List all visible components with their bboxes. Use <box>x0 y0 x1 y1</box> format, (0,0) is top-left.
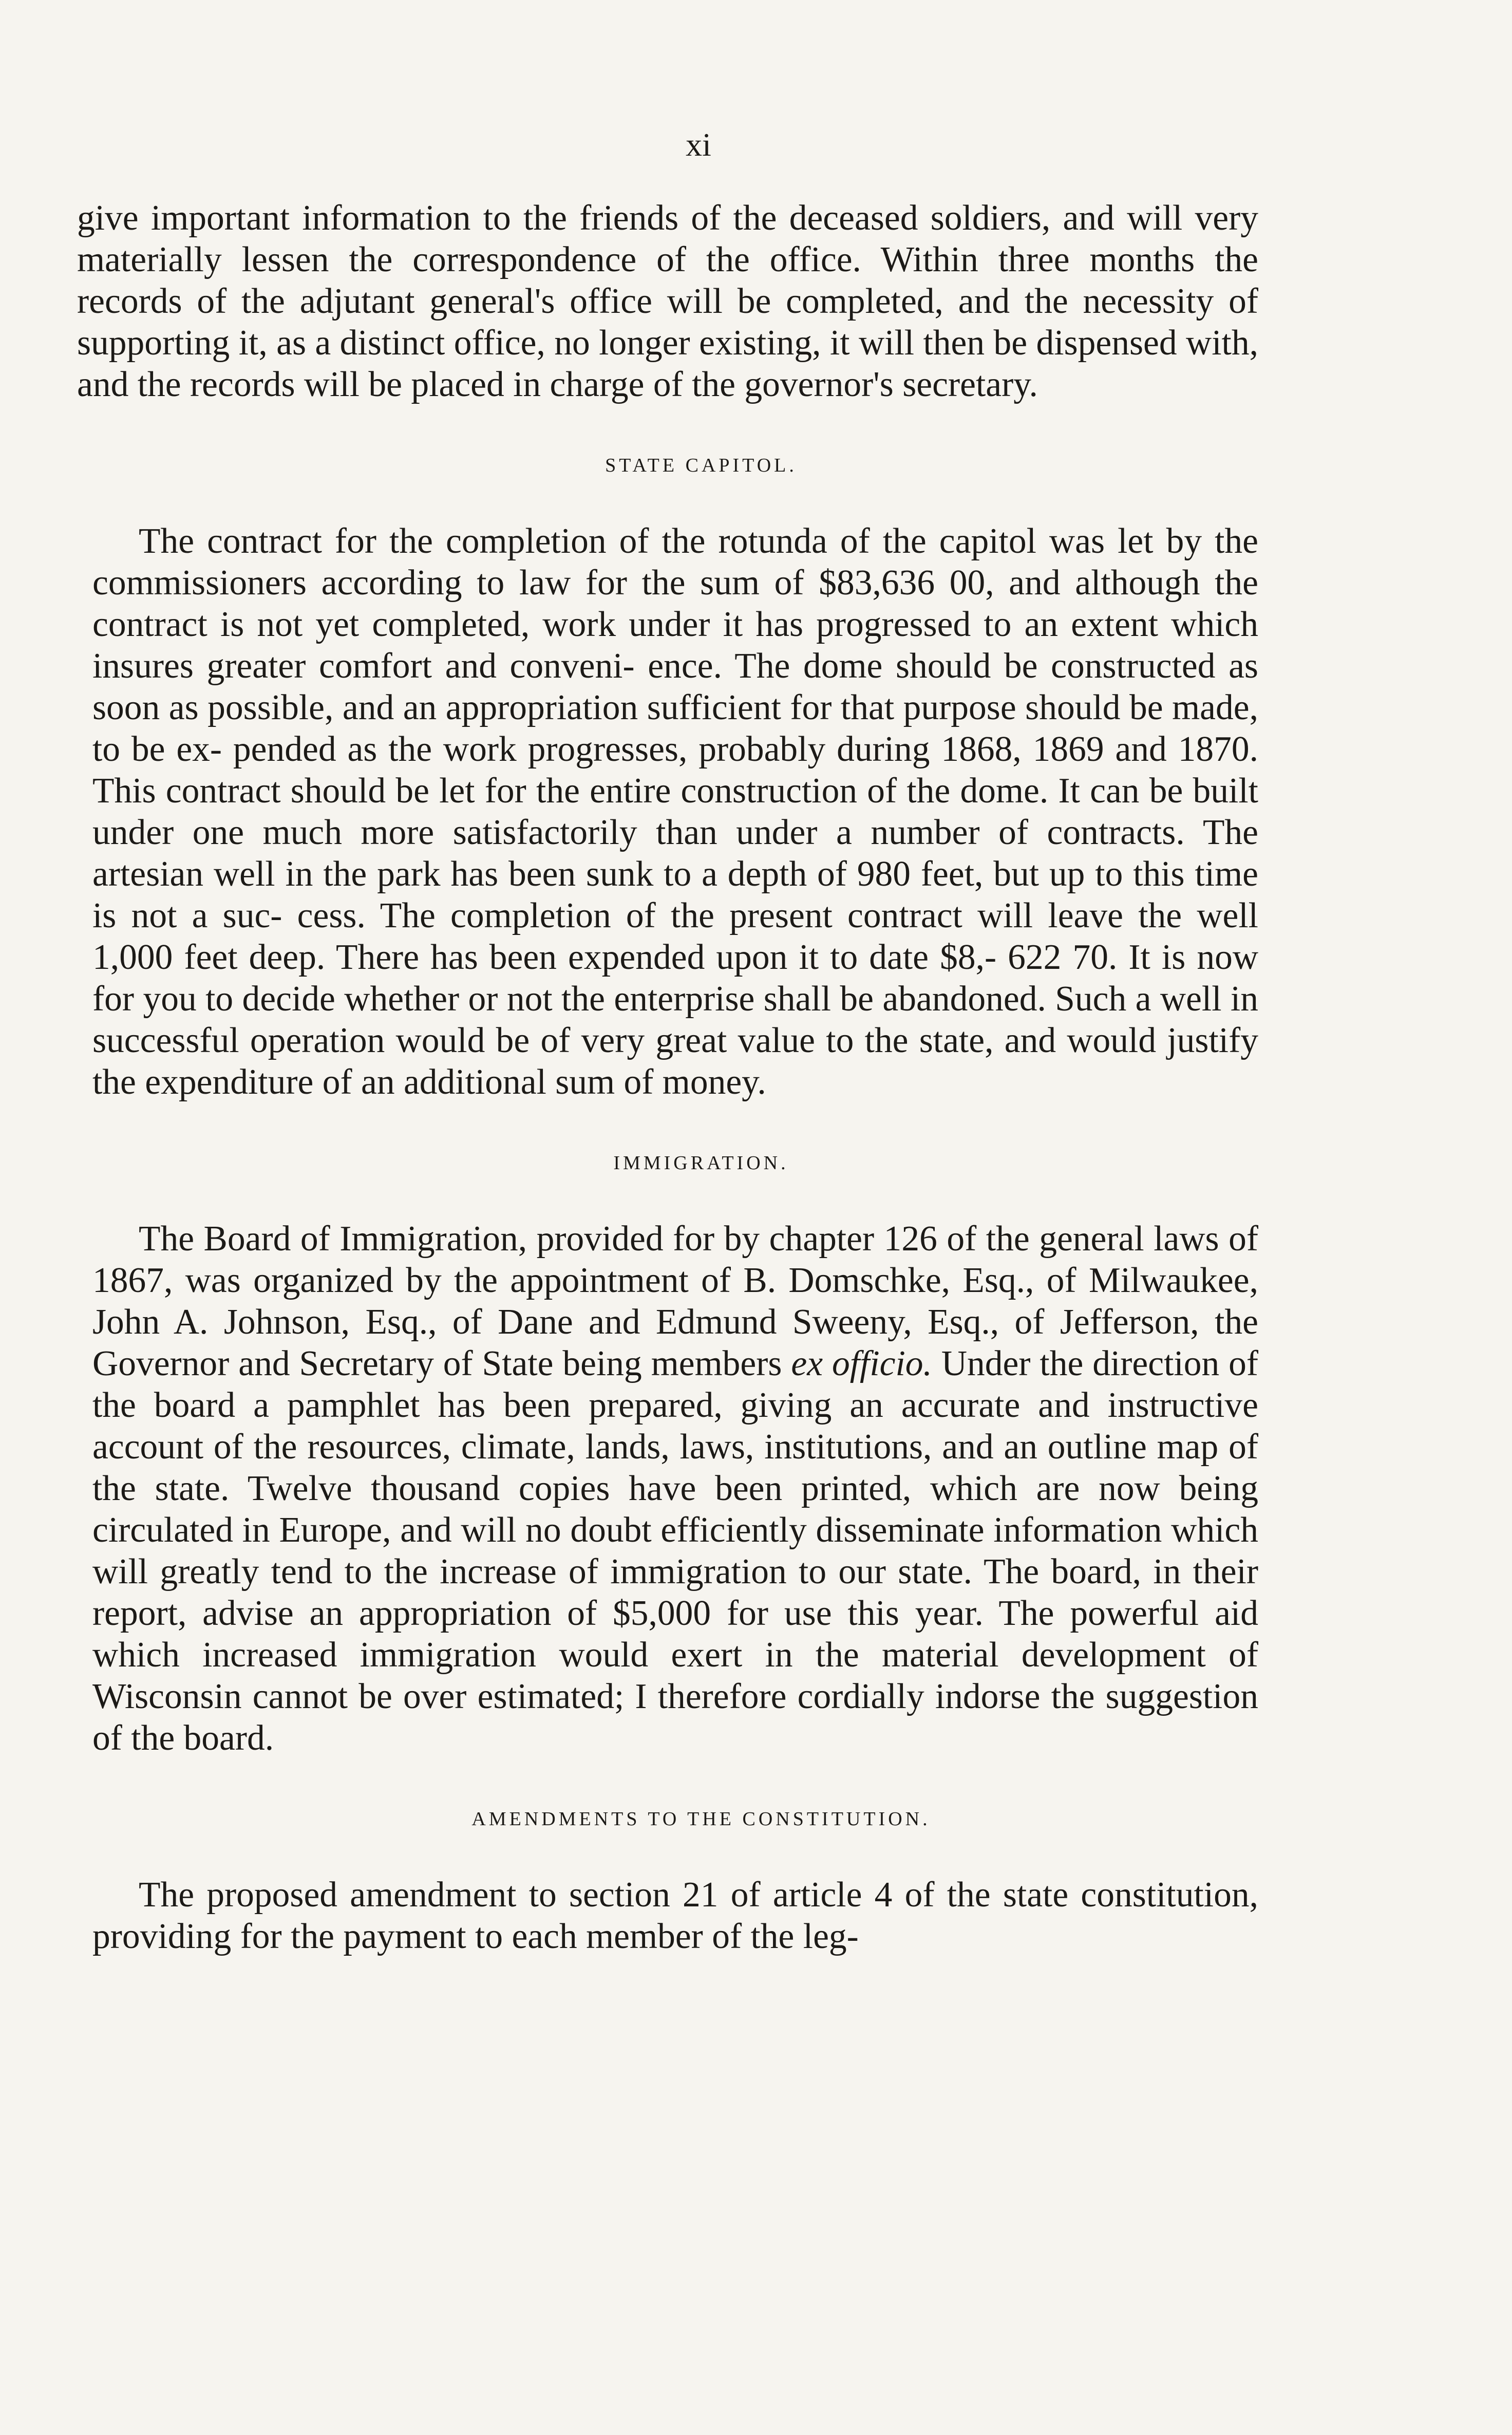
document-page <box>77 128 1258 1957</box>
text-line: Within three months the records of the adjutant general's office <box>77 240 1258 321</box>
section-heading: IMMIGRATION. <box>613 1152 789 1174</box>
paragraph-text: The Board of Immigration, provided for by chapter 126 of the general laws of 1867, was organized by the appointment of B. Domschke, Esq., of Milwaukee, John A. Johnson, Esq., of Dane and Edmund Sweeny, Esq., of Jefferson, the Governor and Secretary of State being members <box>92 1219 1258 1383</box>
section-amendments <box>92 1808 1258 1957</box>
text-line: of an additional sum of money. <box>322 1062 766 1102</box>
text-line: office, no longer existing, it will then be dispensed with, and the <box>77 323 1258 404</box>
text-line: of very great value to the state, and would justify the expenditure <box>92 1021 1258 1102</box>
text-line: shall be abandoned. Such a well in successful operation would be <box>92 979 1258 1060</box>
text-line: records will be placed in charge of the governor's secretary. <box>190 365 1038 404</box>
text-line: the dome. It can be built under one much more satisfactorily than <box>92 771 1258 852</box>
text-line: and although the contract is not yet completed, work under it has <box>92 563 1258 644</box>
text-line: and will very materially lessen the correspondence of the office. <box>77 198 1258 279</box>
text-line: give important information to the friends of the deceased soldiers, <box>77 198 1063 238</box>
text-line: progressed to an extent which insures greater comfort and conveni- <box>92 605 1258 686</box>
page-number: xi <box>686 126 711 163</box>
text-line: pended as the work progresses, probably during 1868, 1869 and <box>233 729 1178 769</box>
section-heading: AMENDMENTS TO THE CONSTITUTION. <box>471 1808 931 1830</box>
text-line: let by the commissioners according to law for the sum of $83,636 00, <box>92 521 1259 603</box>
section-immigration <box>92 1152 1258 1759</box>
amendments-paragraph <box>92 1874 1258 1957</box>
immigration-paragraph <box>92 1218 1258 1759</box>
text-line: The proposed amendment to section 21 of article 4 of the state <box>139 1875 1081 1915</box>
paragraph-text: Under the direction of the board a pamphlet has been prepared, giving an accurate and instructive account of the resources, climate, lands, laws, institutions, and an outline map of the state. Twelve thousand copies have been printed, which are now being circulated in Europe, and will no doubt efficiently disseminate information which will greatly tend to the increase of immigration to our state. The board, in their report, advise an appropriation of $5,000 for use this year. The powerful aid which increased immigration would exert in the material development of Wisconsin cannot be over estimated; I therefore cordially indorse the suggestion of the board. <box>92 1344 1259 1758</box>
section-state-capitol <box>92 454 1258 1103</box>
text-line: constitution, providing for the payment to each member of the leg- <box>92 1875 1258 1956</box>
text-line: 1,000 feet deep. There has been expended upon it to date $8,- <box>92 938 1008 977</box>
italic-phrase: ex officio. <box>791 1344 932 1383</box>
text-line: been sunk to a depth of 980 feet, but up to this time is not a suc- <box>92 854 1258 935</box>
state-capitol-paragraph <box>92 520 1258 1103</box>
text-line: ence. The dome should be constructed as soon as possible, and an <box>92 646 1258 727</box>
text-line: appropriation sufficient for that purpose should be made, to be ex- <box>92 688 1258 769</box>
intro-paragraph <box>77 197 1258 405</box>
section-heading: STATE CAPITOL. <box>605 455 797 476</box>
text-line: will be completed, and the necessity of supporting it, as a distinct <box>77 282 1258 363</box>
text-line: The contract for the completion of the rotunda of the capitol was <box>139 521 1118 561</box>
text-line: cess. The completion of the present contract will leave the well <box>297 896 1258 935</box>
text-line: 1870. This contract should be let for the entire construction of <box>92 729 1258 811</box>
text-line: 622 70. It is now for you to decide whether or not the enterprise <box>92 938 1259 1019</box>
text-line: under a number of contracts. The artesian well in the park has <box>92 813 1258 894</box>
